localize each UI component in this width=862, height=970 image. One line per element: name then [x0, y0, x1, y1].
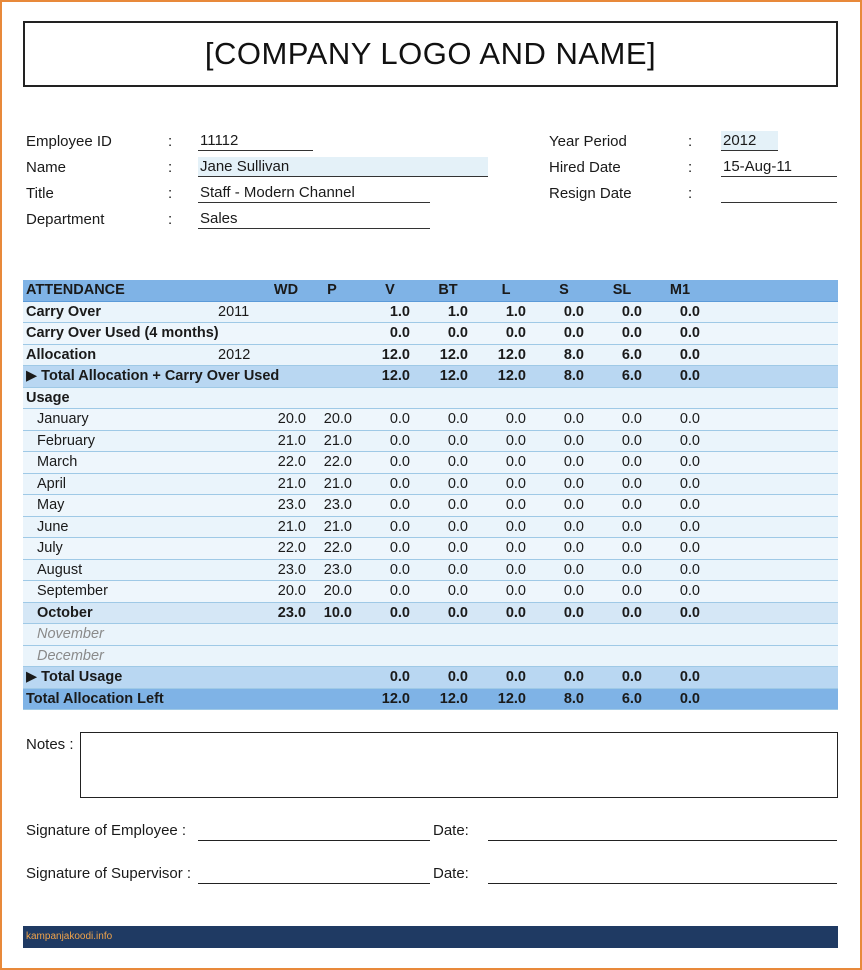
attendance-table: [23, 280, 838, 710]
cell-p: 21.0: [323, 432, 352, 449]
table-row: [23, 560, 838, 582]
cell-wd: 20.0: [277, 583, 306, 599]
cell-s: 0.0: [563, 669, 584, 685]
row-label: September: [37, 583, 108, 599]
cell-bt: 0.0: [447, 518, 468, 535]
row-label: Carry Over Used (4 months): [26, 325, 219, 341]
cell-sl: 0.0: [621, 669, 642, 685]
row-label: May: [37, 497, 65, 513]
company-title: [COMPANY LOGO AND NAME]: [204, 36, 657, 71]
year-period-label: Year Period: [549, 133, 627, 150]
cell-v: 0.0: [389, 497, 410, 513]
cell-m1: 0.0: [679, 669, 700, 685]
table-row: [23, 495, 838, 517]
cell-bt: 0.0: [447, 669, 468, 685]
title-label: Title: [26, 185, 54, 202]
cell-v: 0.0: [389, 540, 410, 556]
resign-date-colon: :: [688, 185, 693, 202]
cell-l: 0.0: [505, 497, 526, 513]
cell-v: 0.0: [389, 432, 410, 449]
cell-wd: [266, 624, 306, 645]
title-colon: :: [168, 185, 173, 202]
cell-l: 0.0: [505, 454, 526, 470]
cell-v: 1.0: [389, 303, 410, 320]
employee-signature-label: Signature of Employee :: [26, 822, 187, 839]
row-label: ▶ Total Allocation + Carry Over Used: [26, 368, 280, 384]
table-row: [23, 345, 838, 367]
cell-s: [544, 646, 584, 667]
cell-p: [312, 388, 352, 409]
column-header-sl: SL: [612, 282, 632, 298]
table-row: [23, 581, 838, 603]
cell-p: 20.0: [323, 411, 352, 427]
cell-p: 23.0: [323, 497, 352, 513]
cell-bt: 0.0: [447, 475, 468, 492]
notes-input-box[interactable]: [80, 732, 838, 798]
cell-s: 0.0: [563, 454, 584, 470]
cell-wd: 22.0: [277, 454, 306, 470]
cell-m1: 0.0: [679, 325, 700, 341]
employee-id-field[interactable]: 11112: [198, 131, 313, 151]
table-row: [23, 452, 838, 474]
row-label: April: [37, 475, 67, 492]
cell-bt: 0.0: [447, 561, 468, 578]
attendance-header-row: [23, 280, 838, 302]
cell-wd: 23.0: [277, 497, 306, 513]
row-label: July: [37, 540, 63, 556]
cell-s: 8.0: [563, 346, 584, 363]
cell-sl: 0.0: [621, 303, 642, 320]
cell-l: 0.0: [505, 432, 526, 449]
cell-p: [312, 689, 352, 710]
cell-p: [312, 624, 352, 645]
cell-l: 0.0: [505, 561, 526, 578]
cell-l: 0.0: [505, 518, 526, 535]
cell-wd: 20.0: [277, 411, 306, 427]
cell-bt: 12.0: [439, 368, 468, 384]
cell-s: [544, 388, 584, 409]
year-period-field[interactable]: 2012: [721, 131, 778, 151]
resign-date-label: Resign Date: [549, 185, 632, 202]
cell-v: 0.0: [389, 325, 410, 341]
employee-id-label: Employee ID: [26, 133, 112, 150]
cell-bt: 0.0: [447, 583, 468, 599]
row-label: August: [37, 561, 83, 578]
cell-wd: 21.0: [277, 475, 306, 492]
cell-sl: 0.0: [621, 325, 642, 341]
cell-m1: [660, 624, 700, 645]
cell-v: [370, 624, 410, 645]
company-title-box: [23, 21, 838, 87]
cell-m1: [660, 388, 700, 409]
table-row: [23, 603, 838, 625]
employee-id-colon: :: [168, 133, 173, 150]
row-label: October: [37, 604, 93, 621]
table-row: [23, 366, 838, 388]
notes-label: Notes :: [26, 736, 74, 753]
cell-sl: 0.0: [621, 561, 642, 578]
cell-p: [312, 646, 352, 667]
cell-wd: [266, 323, 306, 344]
cell-p: 23.0: [323, 561, 352, 578]
table-row: [23, 474, 838, 496]
cell-wd: 22.0: [277, 540, 306, 556]
cell-bt: [428, 388, 468, 409]
cell-bt: 1.0: [447, 303, 468, 320]
table-row: [23, 409, 838, 431]
name-label: Name: [26, 159, 67, 176]
cell-m1: 0.0: [679, 604, 700, 621]
cell-wd: [266, 366, 306, 387]
row-year: 2012: [218, 346, 251, 363]
cell-wd: 21.0: [277, 518, 306, 535]
cell-wd: [266, 689, 306, 710]
cell-bt: 12.0: [439, 690, 468, 707]
cell-s: 8.0: [563, 690, 584, 707]
cell-bt: [428, 624, 468, 645]
cell-sl: 0.0: [621, 518, 642, 535]
row-label: Allocation: [26, 346, 97, 363]
cell-bt: [428, 646, 468, 667]
cell-s: 0.0: [563, 518, 584, 535]
supervisor-signature-line[interactable]: [198, 883, 430, 884]
cell-s: 0.0: [563, 497, 584, 513]
hired-date-field[interactable]: 15-Aug-11: [721, 157, 837, 177]
cell-sl: 0.0: [621, 475, 642, 492]
cell-m1: 0.0: [679, 346, 700, 363]
cell-wd: 23.0: [277, 561, 306, 578]
supervisor-date-line[interactable]: [488, 883, 837, 884]
cell-m1: 0.0: [679, 518, 700, 535]
row-label: Usage: [26, 389, 70, 406]
cell-v: 0.0: [389, 583, 410, 599]
hired-date-colon: :: [688, 159, 693, 176]
cell-v: [370, 388, 410, 409]
cell-sl: 0.0: [621, 454, 642, 470]
footer-watermark: kampanjakoodi.info: [26, 931, 113, 942]
cell-s: 8.0: [563, 368, 584, 384]
table-row: [23, 646, 838, 668]
cell-m1: 0.0: [679, 540, 700, 556]
cell-bt: 0.0: [447, 454, 468, 470]
table-row: [23, 302, 838, 324]
employee-date-label: Date:: [433, 822, 469, 839]
cell-l: 0.0: [505, 475, 526, 492]
column-header-wd: WD: [273, 282, 299, 298]
cell-m1: 0.0: [679, 561, 700, 578]
cell-s: [544, 624, 584, 645]
cell-wd: [266, 646, 306, 667]
cell-l: [486, 388, 526, 409]
cell-s: 0.0: [563, 540, 584, 556]
cell-s: 0.0: [563, 604, 584, 621]
cell-l: 0.0: [505, 669, 526, 685]
cell-p: 22.0: [323, 454, 352, 470]
cell-p: [312, 323, 352, 344]
cell-v: [370, 646, 410, 667]
cell-sl: 0.0: [621, 432, 642, 449]
row-label: January: [37, 411, 89, 427]
column-header-l: L: [501, 282, 511, 298]
cell-v: 12.0: [381, 368, 410, 384]
cell-m1: 0.0: [679, 303, 700, 320]
cell-l: 0.0: [505, 583, 526, 599]
cell-p: 22.0: [323, 540, 352, 556]
department-colon: :: [168, 211, 173, 228]
cell-s: 0.0: [563, 561, 584, 578]
cell-sl: [602, 624, 642, 645]
hired-date-label: Hired Date: [549, 159, 621, 176]
year-period-colon: :: [688, 133, 693, 150]
cell-m1: 0.0: [679, 368, 700, 384]
cell-l: 12.0: [497, 368, 526, 384]
employee-signature-line[interactable]: [198, 840, 430, 841]
column-header-m1: M1: [669, 282, 691, 298]
cell-m1: 0.0: [679, 475, 700, 492]
row-label: February: [37, 432, 96, 449]
resign-date-field[interactable]: [721, 183, 837, 203]
row-label: Carry Over: [26, 303, 101, 320]
cell-m1: 0.0: [679, 497, 700, 513]
cell-p: 10.0: [323, 604, 352, 621]
cell-l: 0.0: [505, 604, 526, 621]
cell-s: 0.0: [563, 303, 584, 320]
cell-s: 0.0: [563, 411, 584, 427]
cell-sl: 0.0: [621, 497, 642, 513]
cell-sl: [602, 646, 642, 667]
row-label: June: [37, 518, 69, 535]
cell-v: 12.0: [381, 690, 410, 707]
cell-wd: [266, 388, 306, 409]
cell-m1: [660, 646, 700, 667]
cell-v: 12.0: [381, 346, 410, 363]
cell-l: 12.0: [497, 690, 526, 707]
cell-sl: 6.0: [621, 346, 642, 363]
department-field[interactable]: Sales: [198, 209, 430, 229]
row-label: March: [37, 454, 78, 470]
cell-bt: 12.0: [439, 346, 468, 363]
department-label: Department: [26, 211, 105, 228]
supervisor-date-label: Date:: [433, 865, 469, 882]
table-row: [23, 667, 838, 689]
cell-p: [312, 302, 352, 323]
cell-m1: 0.0: [679, 432, 700, 449]
cell-p: 20.0: [323, 583, 352, 599]
cell-bt: 0.0: [447, 432, 468, 449]
cell-p: 21.0: [323, 518, 352, 535]
row-label: November: [37, 626, 104, 642]
column-header-attendance: ATTENDANCE: [26, 282, 125, 298]
cell-m1: 0.0: [679, 690, 700, 707]
cell-v: 0.0: [389, 561, 410, 578]
column-header-bt: BT: [438, 282, 458, 298]
cell-sl: 0.0: [621, 540, 642, 556]
table-row: [23, 689, 838, 711]
footer-bar: [23, 926, 838, 948]
cell-l: 1.0: [505, 303, 526, 320]
cell-wd: [266, 302, 306, 323]
row-label: ▶ Total Usage: [26, 669, 123, 685]
table-row: [23, 517, 838, 539]
cell-wd: 23.0: [277, 604, 306, 621]
table-row: [23, 388, 838, 410]
cell-sl: 6.0: [621, 690, 642, 707]
cell-l: 0.0: [505, 540, 526, 556]
table-row: [23, 538, 838, 560]
cell-s: 0.0: [563, 475, 584, 492]
cell-s: 0.0: [563, 583, 584, 599]
supervisor-signature-label: Signature of Supervisor :: [26, 865, 192, 882]
table-row: [23, 323, 838, 345]
column-header-p: P: [327, 282, 337, 298]
cell-p: [312, 667, 352, 688]
employee-date-line[interactable]: [488, 840, 837, 841]
cell-m1: 0.0: [679, 454, 700, 470]
cell-bt: 0.0: [447, 411, 468, 427]
row-label: December: [37, 647, 104, 664]
cell-wd: [266, 667, 306, 688]
cell-l: 0.0: [505, 325, 526, 341]
cell-p: [312, 345, 352, 366]
row-year: 2011: [218, 303, 250, 320]
cell-wd: [266, 345, 306, 366]
cell-v: 0.0: [389, 454, 410, 470]
table-row: [23, 431, 838, 453]
cell-bt: 0.0: [447, 325, 468, 341]
cell-p: 21.0: [323, 475, 352, 492]
cell-s: 0.0: [563, 325, 584, 341]
cell-sl: 0.0: [621, 604, 642, 621]
cell-l: [486, 624, 526, 645]
cell-l: [486, 646, 526, 667]
cell-bt: 0.0: [447, 604, 468, 621]
title-field[interactable]: Staff - Modern Channel: [198, 183, 430, 203]
cell-bt: 0.0: [447, 497, 468, 513]
cell-v: 0.0: [389, 475, 410, 492]
cell-wd: 21.0: [277, 432, 306, 449]
cell-s: 0.0: [563, 432, 584, 449]
cell-v: 0.0: [389, 669, 410, 685]
cell-sl: [602, 388, 642, 409]
cell-sl: 6.0: [621, 368, 642, 384]
table-row: [23, 624, 838, 646]
column-header-s: S: [559, 282, 569, 298]
cell-v: 0.0: [389, 411, 410, 427]
cell-l: 12.0: [497, 346, 526, 363]
name-colon: :: [168, 159, 173, 176]
cell-bt: 0.0: [447, 540, 468, 556]
cell-v: 0.0: [389, 604, 410, 621]
row-label: Total Allocation Left: [26, 690, 164, 707]
cell-m1: 0.0: [679, 411, 700, 427]
cell-sl: 0.0: [621, 583, 642, 599]
cell-sl: 0.0: [621, 411, 642, 427]
cell-p: [312, 366, 352, 387]
column-header-v: V: [385, 282, 395, 298]
name-field[interactable]: Jane Sullivan: [198, 157, 488, 177]
cell-l: 0.0: [505, 411, 526, 427]
cell-m1: 0.0: [679, 583, 700, 599]
cell-v: 0.0: [389, 518, 410, 535]
